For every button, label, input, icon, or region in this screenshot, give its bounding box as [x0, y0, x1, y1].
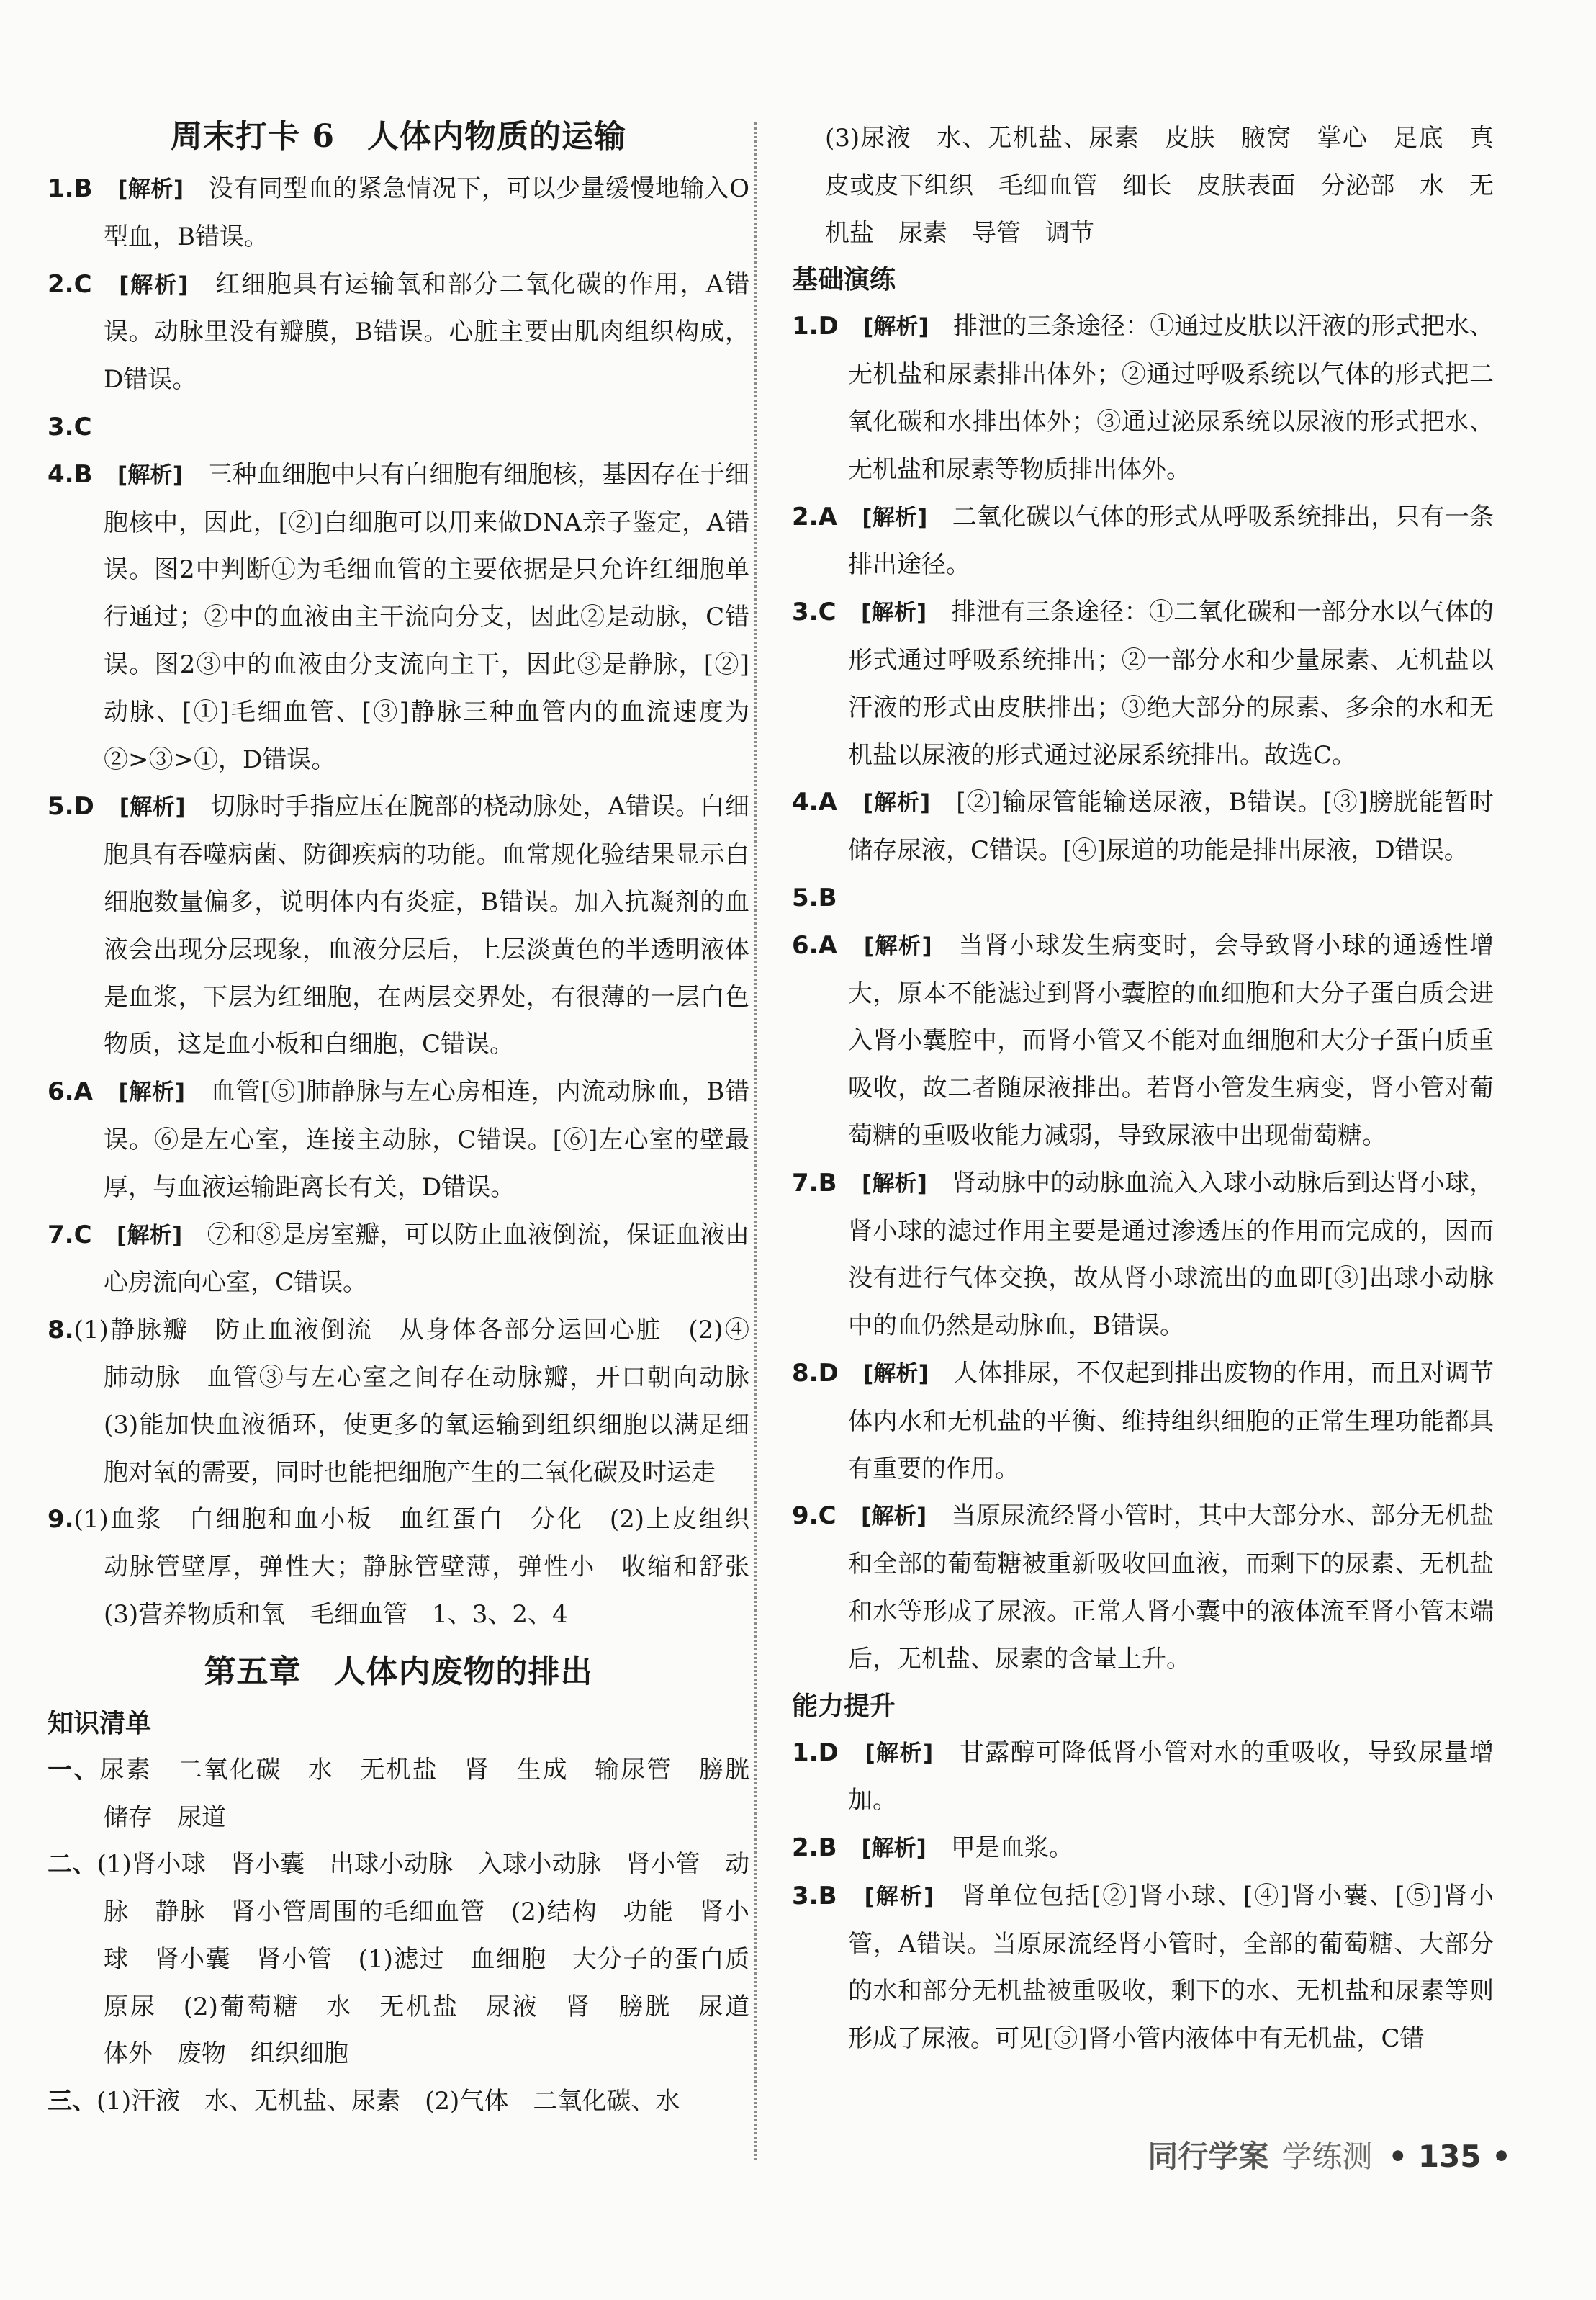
item-text: ⑦和⑧是房室瓣，可以防止血液倒流，保证血液由心房流向心室，C错误。 [104, 1220, 750, 1298]
item-number: 6. [792, 930, 819, 960]
item-number: 3. [792, 1881, 819, 1910]
section-title-ability: 能力提升 [792, 1691, 896, 1721]
item-text: 血管[⑤]肺静脉与左心房相连，内流动脉血，B错误。⑥是左心室，连接主动脉，C错误。[⑥]左心室的壁最厚，与血液运输距离长有关，D错误。 [104, 1077, 750, 1202]
item-number: 2. [48, 269, 74, 299]
answer-item [792, 1825, 1494, 1873]
analysis-tag: [解析] [863, 933, 932, 959]
analysis-tag: [解析] [118, 1079, 186, 1106]
answer-choice: D [818, 1358, 839, 1388]
item-number: 1. [48, 174, 74, 203]
item-number: 4. [48, 459, 74, 489]
analysis-tag: [解析] [117, 1222, 183, 1249]
knowledge-item [48, 1747, 775, 1842]
section-title-knowledge: 知识清单 [48, 1708, 152, 1738]
item-number: 5. [48, 792, 74, 822]
item-number: 2. [792, 502, 819, 531]
item-number: 2. [792, 1833, 819, 1863]
item-number: 4. [792, 788, 819, 817]
item-number: 8. [792, 1358, 819, 1388]
item-text: 没有同型血的紧急情况下，可以少量缓慢地输入O型血，B错误。 [104, 174, 750, 251]
answer-choice: B [818, 1168, 837, 1198]
analysis-tag: [解析] [119, 794, 186, 821]
left-column [48, 108, 775, 2126]
analysis-tag: [解析] [863, 1360, 929, 1387]
answer-choice: C [73, 1220, 92, 1249]
item-number: 3. [48, 412, 74, 441]
knowledge-item [48, 1841, 774, 2078]
answer-item [792, 875, 1494, 922]
item-text: 排泄有三条途径：①二氧化碳和一部分水以气体的形式通过呼吸系统排出；②一部分水和少量尿素、无机盐以汗液的形式由皮肤排出；③绝大部分的尿素、多余的水和无机盐以尿液的形式通过泌尿系统排出。故选C。 [848, 598, 1494, 770]
answer-item [792, 1873, 1494, 2063]
analysis-tag: [解析] [861, 1170, 927, 1197]
answer-item [48, 166, 749, 261]
item-text: 甘露醇可降低肾小管对水的重吸收，导致尿量增加。 [848, 1738, 1494, 1815]
item-number: 三、 [48, 2087, 96, 2116]
answer-item [792, 922, 1494, 1160]
answer-item [48, 1496, 774, 1638]
item-number: 6. [48, 1077, 74, 1107]
answer-choice: A [818, 930, 837, 960]
answer-choice: B [818, 883, 837, 912]
analysis-tag: [解析] [117, 176, 184, 202]
analysis-tag: [解析] [865, 1740, 934, 1766]
answer-choice: B [73, 459, 93, 489]
answer-item [792, 494, 1494, 590]
item-text: 三种血细胞中只有白细胞有细胞核，基因存在于细胞核中，因此，[②]白细胞可以用来做DNA亲子鉴定，A错误。图2中判断①为毛细血管的主要依据是只允许红细胞单行通过；②中的血液由主干流向分支，因此②是动脉，C错误。图2③中的血液由分支流向主干，因此③是静脉，[②]动脉、[①]毛细血管、[③]静脉三种血管内的血流速度为②>③>①，D错误。 [104, 459, 750, 774]
answer-choice: A [818, 502, 837, 531]
analysis-tag: [解析] [862, 790, 931, 817]
item-text: (1)汗液 水、无机盐、尿素 (2)气体 二氧化碳、水 [96, 2087, 680, 2116]
answer-item [792, 1493, 1494, 1683]
section-title-basic: 基础演练 [792, 265, 896, 295]
item-text: [②]输尿管能输送尿液，B错误。[③]膀胱能暂时储存尿液，C错误。[④]尿道的功能是排出尿液，D错误。 [848, 788, 1494, 866]
answer-choice: A [818, 788, 837, 817]
item-text: 甲是血浆。 [950, 1833, 1073, 1863]
answer-item [792, 1160, 1494, 1350]
item-number: 1. [792, 1738, 819, 1767]
analysis-tag: [解析] [117, 462, 183, 488]
answer-item [48, 404, 749, 452]
answer-item [792, 1350, 1494, 1493]
answer-choice: B [818, 1833, 837, 1863]
knowledge-continuation: (3)尿液 水、无机盐、尿素 皮肤 腋窝 掌心 足底 真皮或皮下组织 毛细血管 细长 皮肤表面 分泌部 水 无机盐 尿素 导管 调节 [825, 124, 1494, 248]
answer-list-left [48, 166, 774, 1639]
answer-choice: B [73, 174, 93, 203]
item-number: 7. [48, 1220, 74, 1249]
answer-choice: D [818, 1738, 839, 1767]
analysis-tag: [解析] [119, 271, 189, 298]
analysis-tag: [解析] [861, 1504, 927, 1530]
answer-item [792, 303, 1494, 493]
item-text: 当肾小球发生病变时，会导致肾小球的通透性增大，原本不能滤过到肾小囊腔的血细胞和大分子蛋白质会进入肾小囊腔中，而肾小管又不能对血细胞和大分子蛋白质重吸收，故二者随尿液排出。若肾小管发生病变，肾小管对葡萄糖的重吸收能力减弱，导致尿液中出现葡萄糖。 [848, 930, 1494, 1150]
answer-item [48, 1307, 774, 1496]
item-number: 3. [792, 598, 819, 627]
answer-item [792, 779, 1494, 875]
footer-brand: 同行学案 [1148, 2139, 1269, 2174]
item-text: 尿素 二氧化碳 水 无机盐 肾 生成 输尿管 膀胱 储存 尿道 [99, 1755, 775, 1832]
item-number: 一、 [48, 1755, 100, 1784]
item-number: 1. [792, 312, 819, 341]
answer-item [48, 1212, 749, 1308]
chapter-title: 第五章 人体内废物的排出 [204, 1653, 593, 1690]
item-text: 排泄的三条途径：①通过皮肤以汗液的形式把水、无机盐和尿素排出体外；②通过呼吸系统以气体的形式把二氧化碳和水排出体外；③通过泌尿系统以尿液的形式把水、无机盐和尿素等物质排出体外。 [848, 312, 1494, 484]
item-text: 红细胞具有运输氧和部分二氧化碳的作用，A错误。动脉里没有瓣膜，B错误。心脏主要由肌肉组织构成，D错误。 [104, 269, 750, 395]
answer-item [792, 1730, 1494, 1825]
item-text: 人体排尿，不仅起到排出废物的作用，而且对调节体内水和无机盐的平衡、维持组织细胞的正常生理功能都具有重要的作用。 [848, 1358, 1494, 1483]
answer-list-basic [792, 303, 1494, 1683]
answer-item [48, 452, 749, 784]
analysis-tag: [解析] [862, 504, 928, 531]
knowledge-list [48, 1747, 775, 2126]
answer-choice: B [818, 1881, 837, 1910]
answer-list-ability [792, 1730, 1494, 2064]
item-text: 二氧化碳以气体的形式从呼吸系统排出，只有一条排出途径。 [848, 502, 1494, 580]
answer-choice: D [73, 792, 94, 822]
answer-item [792, 589, 1494, 779]
item-number: 9. [792, 1501, 819, 1531]
item-text: (1)肾小球 肾小囊 出球小动脉 入球小动脉 肾小管 动脉 静脉 肾小管周围的毛细血管 (2)结构 功能 肾小球 肾小囊 肾小管 (1)滤过 血细胞 大分子的蛋白质 原尿 (2)葡萄糖 水 无机盐 尿液 肾 膀胱 尿道 体外 废物 组织细胞 [96, 1850, 774, 2069]
item-number: 二、 [48, 1850, 97, 1879]
page-title: 周末打卡 6 人体内物质的运输 [171, 118, 626, 155]
analysis-tag: [解析] [863, 314, 929, 341]
item-text: 肾动脉中的动脉血流入入球小动脉后到达肾小球，肾小球的滤过作用主要是通过渗透压的作用而完成的，因而没有进行气体交换，故从肾小球流出的血即[③]出球小动脉中的血仍然是动脉血，B错误。 [848, 1168, 1494, 1341]
item-number: 5. [792, 883, 819, 912]
item-number: 7. [792, 1168, 819, 1198]
answer-choice: A [73, 1077, 93, 1107]
answer-choice: C [73, 412, 92, 441]
answer-item [48, 261, 749, 404]
answer-choice: C [73, 269, 92, 299]
page-footer [1148, 2133, 1511, 2176]
item-text: (1)血浆 白细胞和血小板 血红蛋白 分化 (2)上皮组织 动脉管壁厚，弹性大；静脉管壁薄，弹性小 收缩和舒张 (3)营养物质和氧 毛细血管 1、3、2、4 [73, 1505, 774, 1629]
knowledge-item [48, 2078, 749, 2126]
answer-item [48, 783, 749, 1069]
item-text: 当原尿流经肾小管时，其中大部分水、部分无机盐和全部的葡萄糖被重新吸收回血液，而剩下的尿素、无机盐和水等形成了尿液。正常人肾小囊中的液体流至肾小管末端后，无机盐、尿素的含量上升。 [848, 1501, 1494, 1674]
column-divider [754, 122, 757, 2160]
analysis-tag: [解析] [864, 1883, 934, 1910]
item-text: 切脉时手指应压在腕部的桡动脉处，A错误。白细胞具有吞噬病菌、防御疾病的功能。血常规化验结果显示白细胞数量偏多，说明体内有炎症，B错误。加入抗凝剂的血液会出现分层现象，血液分层后，上层淡黄色的半透明液体是血浆，下层为红细胞，在两层交界处，有很薄的一层白色物质，这是血小板和白细胞，C错误。 [104, 792, 749, 1059]
answer-choice: D [818, 312, 839, 341]
item-text: 肾单位包括[②]肾小球、[④]肾小囊、[⑤]肾小管，A错误。当原尿流经肾小管时，全部的葡萄糖、大部分的水和部分无机盐被重吸收，剩下的水、无机盐和尿素等则形成了尿液。可见[⑤]肾小管内液体中有无机盐，C错 [848, 1881, 1494, 2054]
analysis-tag: [解析] [861, 1836, 927, 1862]
item-number: 8. [48, 1316, 74, 1345]
page-number: • 135 • [1388, 2139, 1511, 2174]
item-text: (1)静脉瓣 防止血液倒流 从身体各部分运回心脏 (2)④ 肺动脉 血管③与左心室之间存在动脉瓣，开口朝向动脉 (3)能加快血液循环，使更多的氧运输到组织细胞以满足细胞对氧的需要，同时也能把细胞产生的二氧化碳及时运走 [73, 1316, 774, 1487]
item-number: 9. [48, 1505, 74, 1535]
analysis-tag: [解析] [861, 600, 927, 626]
footer-subtitle: 学练测 [1281, 2139, 1373, 2174]
right-column [792, 115, 1494, 2063]
answer-choice: C [818, 598, 837, 627]
answer-item [48, 1069, 749, 1211]
answer-choice: C [818, 1501, 837, 1531]
